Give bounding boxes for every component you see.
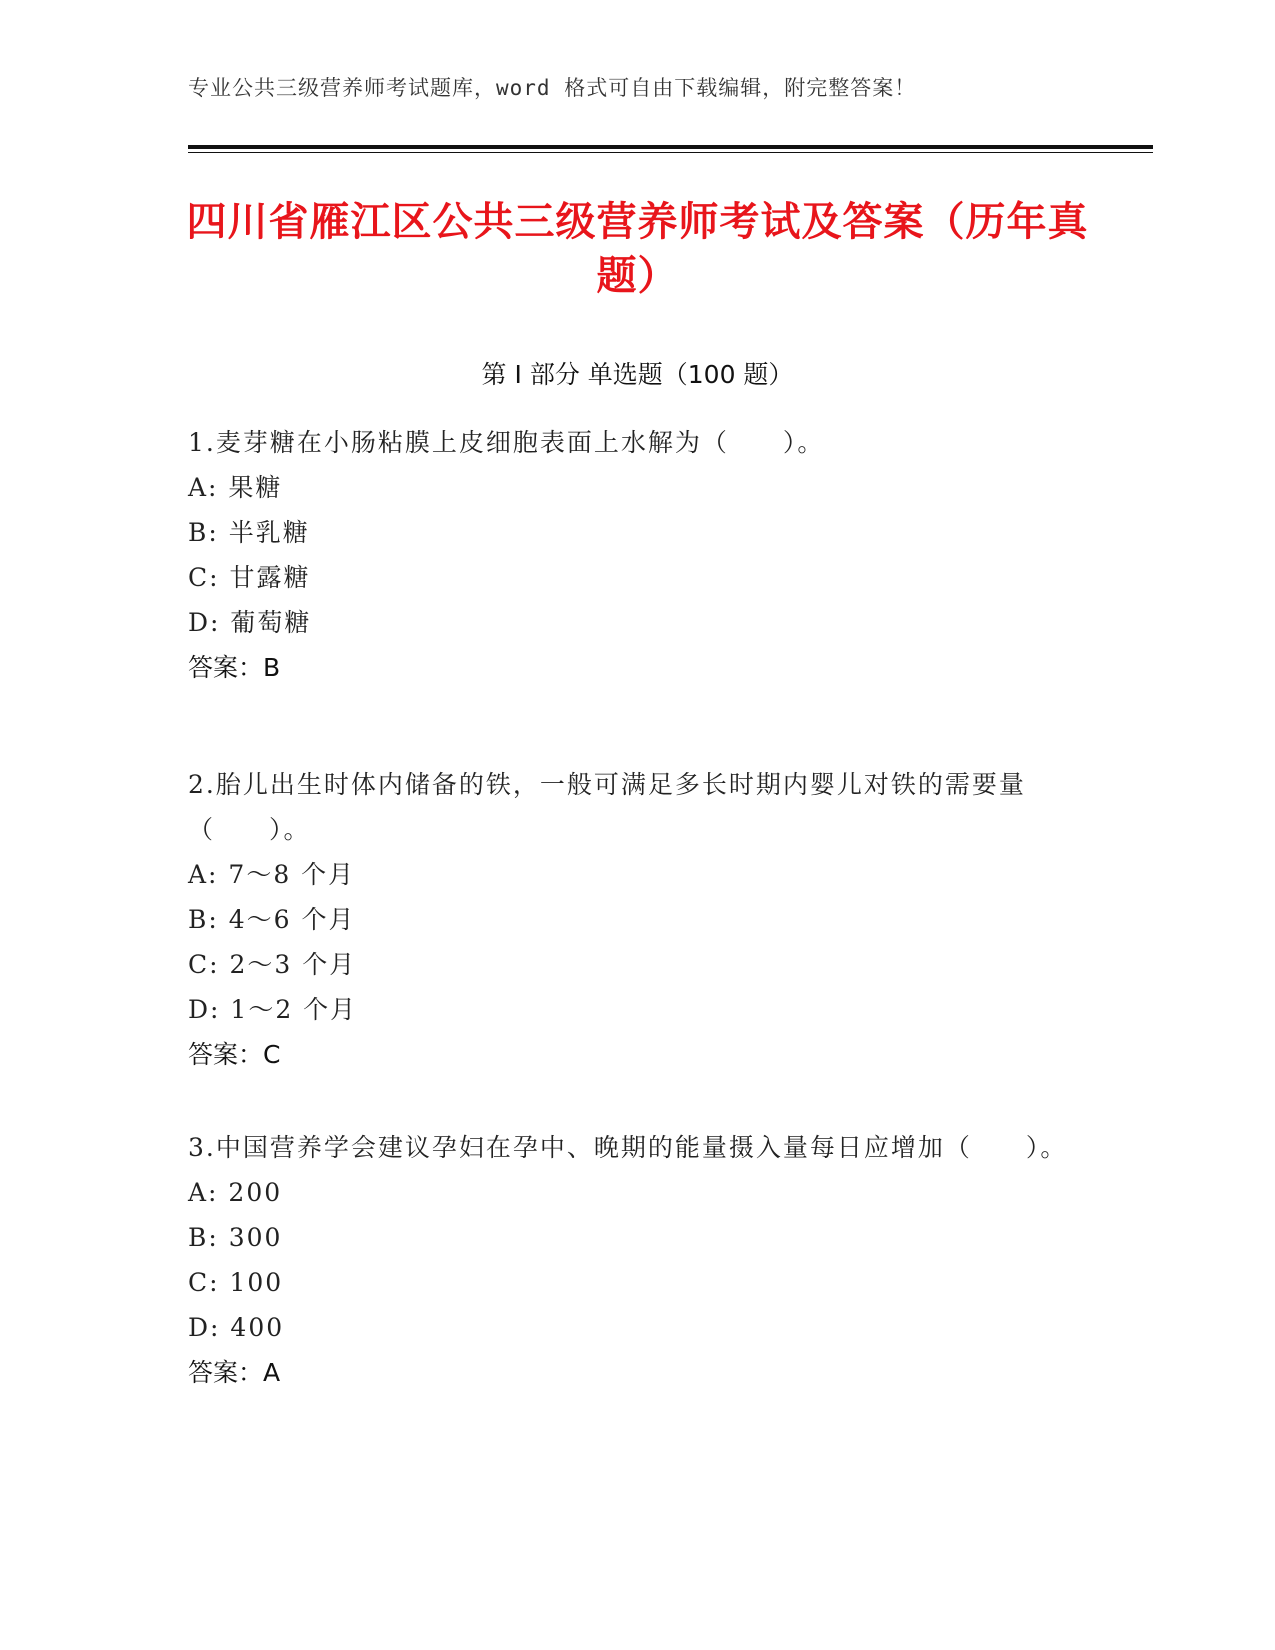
answer: 答案：A xyxy=(188,1358,281,1387)
question-stem: 2.胎儿出生时体内储备的铁，一般可满足多长时期内婴儿对铁的需要量（ ）。 xyxy=(188,770,1026,844)
answer: 答案：B xyxy=(188,653,281,682)
option-c: C: 2～3 个月 xyxy=(188,950,357,979)
option-d: D: 400 xyxy=(188,1313,285,1342)
option-b: B: 4～6 个月 xyxy=(188,905,356,934)
answer: 答案：C xyxy=(188,1040,281,1069)
question-stem: 1.麦芽糖在小肠粘膜上皮细胞表面上水解为（ ）。 xyxy=(188,428,825,457)
question-3 xyxy=(188,1125,1068,1395)
option-a: A: 7～8 个月 xyxy=(188,860,356,889)
section-title: 第 I 部分 单选题（100 题） xyxy=(481,360,794,389)
question-stem: 3.中国营养学会建议孕妇在孕中、晚期的能量摄入量每日应增加（ ）。 xyxy=(188,1133,1068,1162)
option-d: D: 葡萄糖 xyxy=(188,608,312,637)
option-a: A: 果糖 xyxy=(188,473,283,502)
option-c: C: 100 xyxy=(188,1268,284,1297)
header-note: 专业公共三级营养师考试题库，word 格式可自由下载编辑，附完整答案！ xyxy=(188,76,917,100)
option-c: C: 甘露糖 xyxy=(188,563,311,592)
question-2 xyxy=(188,762,1068,1077)
option-a: A: 200 xyxy=(188,1178,283,1207)
header-rule-thin xyxy=(188,152,1153,153)
option-b: B: 半乳糖 xyxy=(188,518,310,547)
option-b: B: 300 xyxy=(188,1223,283,1252)
question-1 xyxy=(188,420,1068,690)
document-title: 四川省雁江区公共三级营养师考试及答案（历年真题） xyxy=(186,199,1089,299)
option-d: D: 1～2 个月 xyxy=(188,995,358,1024)
header-rule-thick xyxy=(188,145,1153,149)
